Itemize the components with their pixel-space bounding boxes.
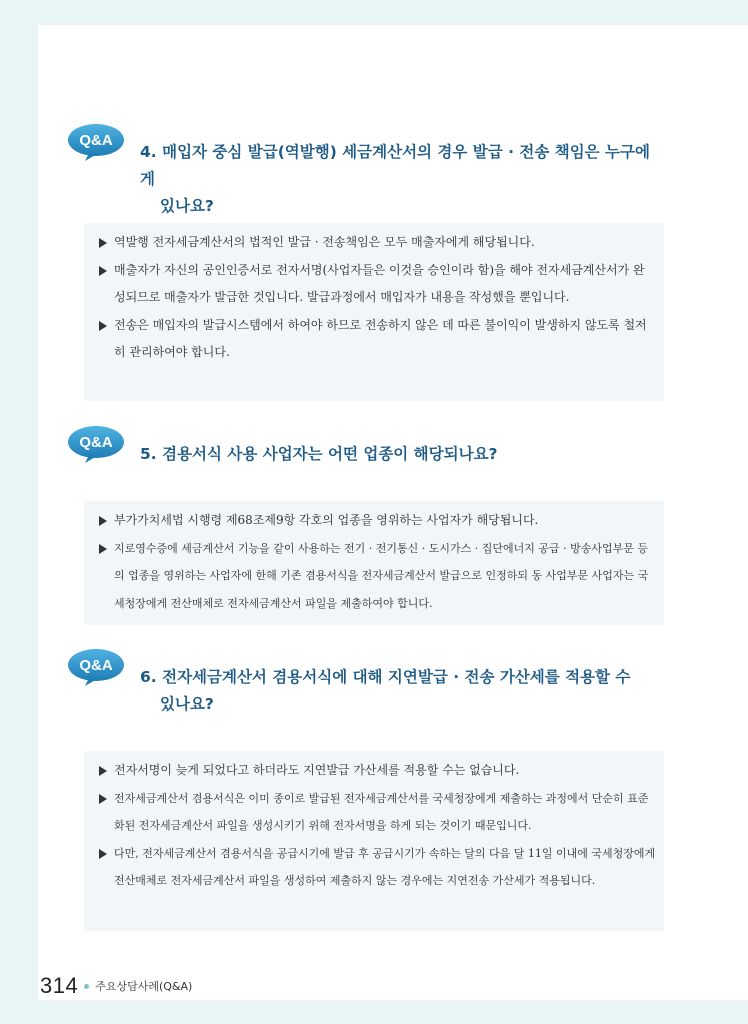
question-title bbox=[140, 139, 660, 220]
bullet-triangle-icon bbox=[99, 849, 107, 859]
bullet-triangle-icon bbox=[99, 544, 107, 554]
bullet-triangle-icon bbox=[99, 794, 107, 804]
qa-badge-icon bbox=[67, 425, 125, 463]
question-title bbox=[140, 664, 660, 718]
qa-badge-label: Q&A bbox=[79, 657, 113, 674]
answer-box bbox=[84, 223, 664, 401]
bullet-triangle-icon bbox=[99, 516, 107, 526]
answer-box bbox=[84, 751, 664, 931]
qa-badge-label: Q&A bbox=[79, 132, 113, 149]
question-number: 5. bbox=[140, 445, 157, 463]
question-text-continued: 있나요? bbox=[160, 695, 214, 713]
bullet-triangle-icon bbox=[99, 321, 107, 331]
answer-text: 전자세금계산서 겸용서식은 이미 종이로 발급된 전자세금계산서를 국세청장에게 제출하는 과정에서 단순히 표준화된 전자세금계산서 파일을 생성시키기 위해 전자서명을 하게 되는 것이기 때문입니다. bbox=[114, 791, 649, 832]
answer-text: 지로영수증에 세금계산서 기능을 같이 사용하는 전기 · 전기통신 · 도시가스 · 집단에너지 공급 · 방송사업부문 등의 업종을 영위하는 사업자에 한해 기존 겸용서식을 전자세금계산서 발급으로 인정하되 동 사업부문 사업자는 국세청장에게 전산매체로 전자세금계산서 파일을 제출하여야 합니다. bbox=[114, 541, 649, 610]
bullet-triangle-icon bbox=[99, 238, 107, 248]
answer-item bbox=[84, 312, 664, 367]
section-title: 주요상담사례(Q&A) bbox=[95, 980, 193, 993]
answer-item bbox=[84, 507, 664, 535]
bullet-triangle-icon bbox=[99, 266, 107, 276]
answer-text: 다만, 전자세금계산서 겸용서식을 공급시기에 발급 후 공급시기가 속하는 달의 다음 달 11일 이내에 국세청장에게 전산매체로 전자세금계산서 파일을 생성하여 제출하지 않는 경우에는 지연전송 가산세가 적용됩니다. bbox=[114, 846, 656, 887]
question-number: 6. bbox=[140, 668, 157, 686]
question-text: 겸용서식 사용 사업자는 어떤 업종이 해당되나요? bbox=[162, 445, 498, 463]
answer-item bbox=[84, 840, 664, 895]
question-text: 전자세금계산서 겸용서식에 대해 지연발급 · 전송 가산세를 적용할 수 bbox=[162, 668, 631, 686]
question-text: 매입자 중심 발급(역발행) 세금계산서의 경우 발급 · 전송 책임은 누구에게 bbox=[140, 143, 650, 188]
answer-item bbox=[84, 785, 664, 840]
page-number: 314 bbox=[40, 973, 79, 998]
qa-badge-icon bbox=[67, 123, 125, 161]
qa-badge-icon bbox=[67, 648, 125, 686]
question-title bbox=[140, 441, 660, 468]
qa-badge-label: Q&A bbox=[79, 434, 113, 451]
footer-bullet-icon bbox=[84, 984, 89, 989]
answer-box bbox=[84, 501, 664, 625]
question-text-continued: 있나요? bbox=[160, 197, 214, 215]
answer-item bbox=[84, 257, 664, 312]
answer-item bbox=[84, 535, 664, 618]
answer-text: 매출자가 자신의 공인인증서로 전자서명(사업자들은 이것을 승인이라 함)을 해야 전자세금계산서가 완성되므로 매출자가 발급한 것입니다. 발급과정에서 매입자가 내용을 작성했을 뿐입니다. bbox=[114, 262, 645, 304]
page-footer bbox=[0, 973, 192, 999]
answer-text: 부가가치세법 시행령 제68조제9항 각호의 업종을 영위하는 사업자가 해당됩니다. bbox=[114, 513, 539, 527]
answer-text: 전자서명이 늦게 되었다고 하더라도 지연발급 가산세를 적용할 수는 없습니다. bbox=[114, 763, 520, 777]
answer-item bbox=[84, 229, 664, 257]
answer-text: 역발행 전자세금계산서의 법적인 발급 · 전송책임은 모두 매출자에게 해당됩니다. bbox=[114, 235, 535, 249]
document-page bbox=[38, 25, 748, 1000]
bullet-triangle-icon bbox=[99, 766, 107, 776]
question-number: 4. bbox=[140, 143, 157, 161]
answer-item bbox=[84, 757, 664, 785]
answer-text: 전송은 매입자의 발급시스템에서 하여야 하므로 전송하지 않은 데 따른 불이익이 발생하지 않도록 철저히 관리하여야 합니다. bbox=[114, 317, 647, 359]
